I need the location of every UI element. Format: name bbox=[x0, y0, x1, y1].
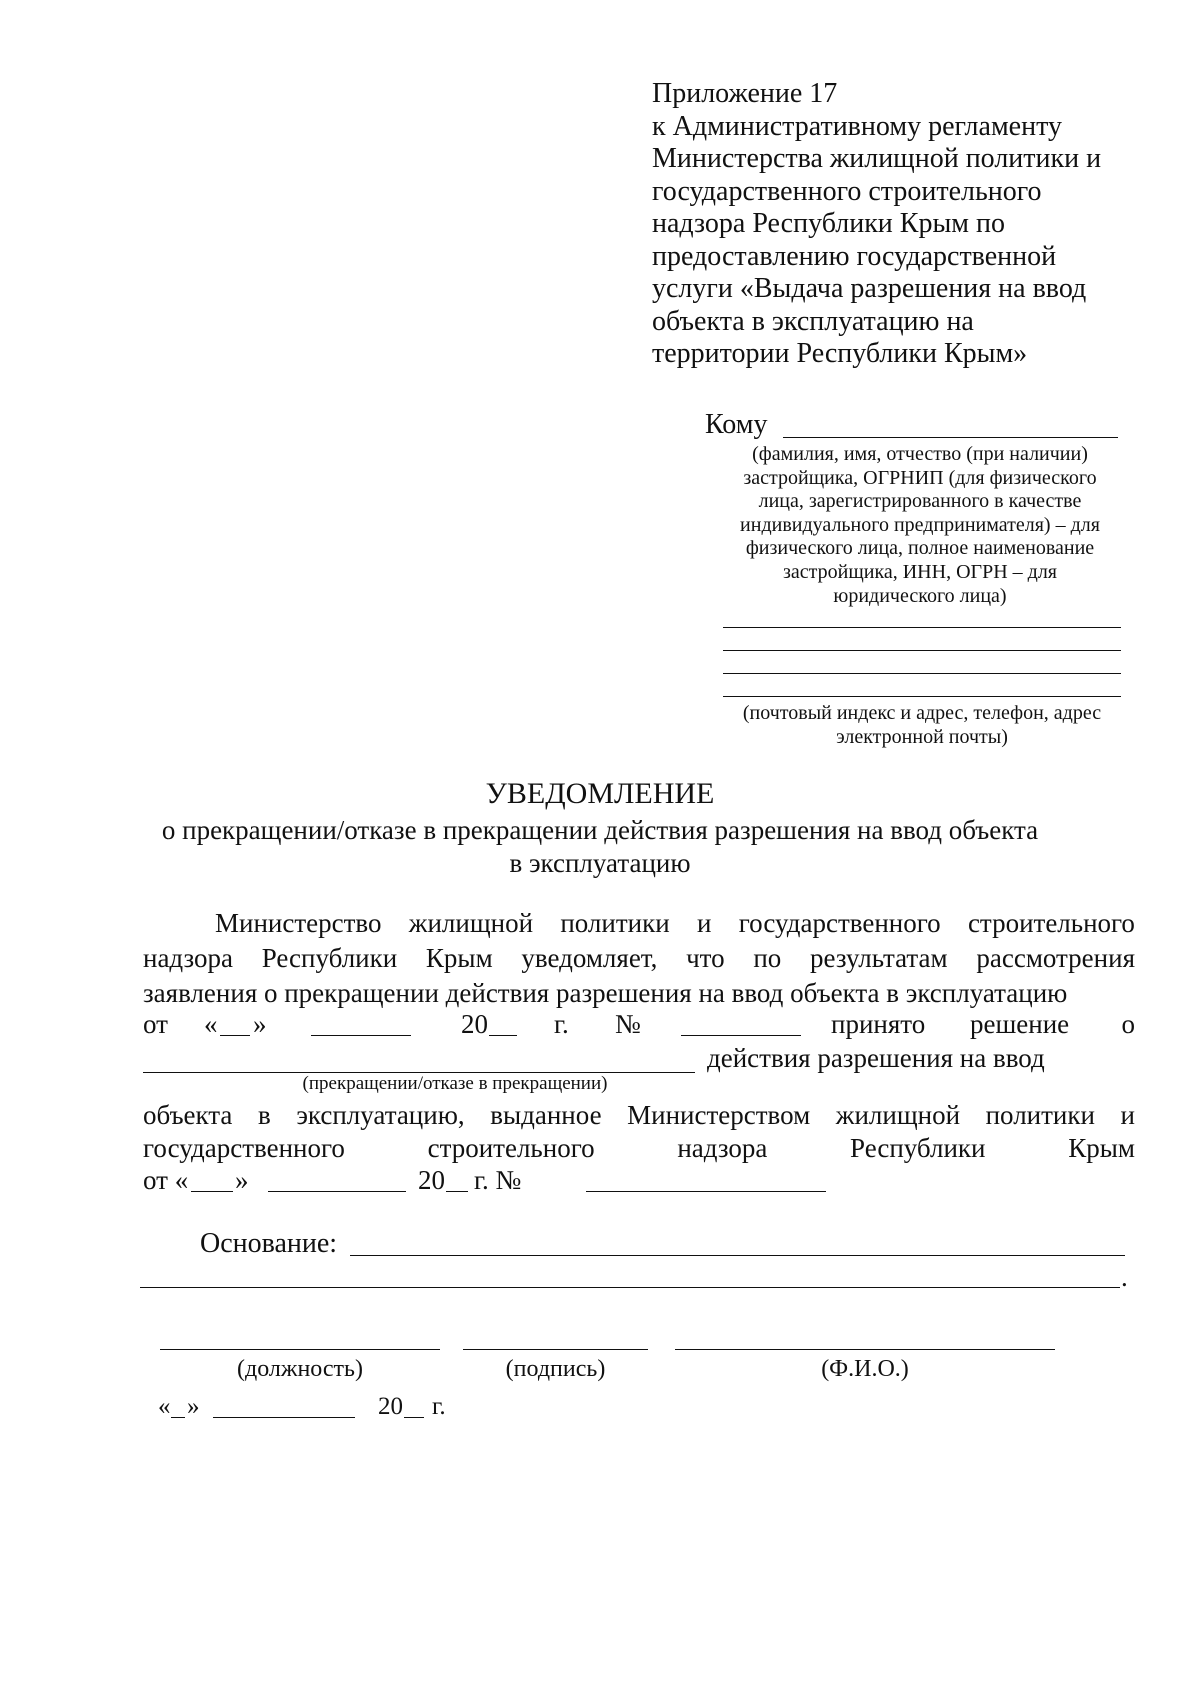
signature-day-field[interactable] bbox=[171, 1417, 185, 1418]
number-sign: № bbox=[615, 1009, 641, 1039]
caption-line: (фамилия, имя, отчество (при наличии) bbox=[752, 443, 1088, 465]
caption-line: юридического лица) bbox=[833, 584, 1007, 607]
decision-word: решение bbox=[970, 1009, 1070, 1039]
body-word: политики bbox=[560, 908, 670, 938]
ot-label: от bbox=[143, 1009, 168, 1039]
body-line-8 bbox=[143, 1165, 843, 1199]
signature-field[interactable] bbox=[463, 1349, 648, 1350]
body-line-5: действия разрешения на ввод bbox=[707, 1043, 1045, 1073]
full-name-caption: (Ф.И.О.) bbox=[821, 1356, 909, 1382]
quote-close: » bbox=[187, 1393, 200, 1420]
permit-number-field[interactable] bbox=[586, 1191, 826, 1192]
o-word: о bbox=[1121, 1009, 1135, 1039]
day-field[interactable] bbox=[220, 1035, 250, 1036]
body-word: и bbox=[1120, 1100, 1135, 1130]
position-field[interactable] bbox=[160, 1349, 440, 1350]
notice-subtitle bbox=[80, 814, 1120, 880]
appendix-block bbox=[652, 78, 1172, 371]
accepted-word: принято bbox=[831, 1009, 926, 1039]
appendix-line: территории Республики Крым» bbox=[652, 338, 1028, 369]
recipient-label: Кому bbox=[705, 409, 768, 440]
body-word: жилищной bbox=[835, 1100, 961, 1130]
year-number-label: г. № bbox=[474, 1165, 522, 1195]
recipient-address-field[interactable] bbox=[723, 650, 1121, 651]
quote-close: » bbox=[253, 1009, 267, 1039]
year-prefix: 20 bbox=[378, 1393, 403, 1420]
ot-label: от « bbox=[143, 1165, 189, 1195]
body-line-7 bbox=[143, 1133, 1135, 1164]
body-word: Министерством bbox=[627, 1100, 811, 1130]
body-word: строительного bbox=[967, 908, 1135, 938]
permit-month-field[interactable] bbox=[268, 1191, 406, 1192]
year-field[interactable] bbox=[489, 1035, 517, 1036]
caption-line: лица, зарегистрированного в качестве bbox=[758, 490, 1082, 513]
quote-close: » bbox=[235, 1165, 249, 1195]
address-caption bbox=[723, 702, 1121, 749]
notice-title: УВЕДОМЛЕНИЕ bbox=[485, 777, 715, 810]
appendix-line: объекта в эксплуатацию на bbox=[652, 305, 974, 337]
signature-month-field[interactable] bbox=[213, 1417, 355, 1418]
signature-year-field[interactable] bbox=[404, 1417, 424, 1418]
recipient-address-field[interactable] bbox=[723, 696, 1121, 697]
body-word: уведомляет, bbox=[521, 943, 658, 973]
body-line-3: заявления о прекращении действия разрешения на ввод объекта в эксплуатацию bbox=[143, 978, 1068, 1008]
signature-date bbox=[158, 1393, 478, 1427]
recipient-address-field[interactable] bbox=[723, 627, 1121, 628]
appendix-line: Министерства жилищной политики и bbox=[652, 143, 1102, 174]
recipient-name-field[interactable] bbox=[783, 437, 1118, 438]
appendix-line: предоставлению государственной bbox=[652, 240, 1057, 272]
decision-type-caption: (прекращении/отказе в прекращении) bbox=[302, 1073, 608, 1094]
body-word: политики bbox=[985, 1100, 1095, 1130]
caption-line: индивидуального предпринимателя) – для bbox=[740, 513, 1100, 536]
body-word: Крым bbox=[425, 943, 493, 973]
application-number-field[interactable] bbox=[681, 1035, 801, 1036]
recipient-address-field[interactable] bbox=[723, 673, 1121, 674]
signature-caption: (подпись) bbox=[505, 1356, 606, 1382]
appendix-line: услуги «Выдача разрешения на ввод bbox=[652, 273, 1087, 304]
appendix-line: надзора Республики Крым по bbox=[652, 208, 1005, 239]
body-word: надзора bbox=[677, 1133, 768, 1163]
caption-line: (почтовый индекс и адрес, телефон, адрес bbox=[742, 702, 1102, 724]
position-caption: (должность) bbox=[237, 1356, 363, 1382]
body-word: Министерство bbox=[215, 908, 382, 938]
year-abbrev: г. bbox=[554, 1009, 569, 1039]
body-word: надзора bbox=[143, 943, 233, 973]
month-field[interactable] bbox=[311, 1035, 411, 1036]
appendix-line: государственного строительного bbox=[652, 175, 1042, 207]
body-line-6 bbox=[143, 1100, 1135, 1131]
body-line-4 bbox=[143, 1009, 1135, 1043]
caption-line: застройщика, ИНН, ОГРН – для bbox=[783, 560, 1057, 583]
caption-line: застройщика, ОГРНИП (для физического bbox=[743, 466, 1097, 489]
basis-field-continuation[interactable] bbox=[140, 1287, 1120, 1288]
body-word: рассмотрения bbox=[976, 943, 1135, 973]
appendix-line: к Административному регламенту bbox=[652, 110, 1062, 142]
basis-label: Основание: bbox=[200, 1228, 338, 1259]
body-word: выданное bbox=[490, 1100, 602, 1130]
recipient-caption bbox=[715, 443, 1125, 608]
body-word: в bbox=[257, 1100, 271, 1130]
subtitle-line: в эксплуатацию bbox=[509, 848, 691, 878]
basis-field[interactable] bbox=[350, 1255, 1125, 1256]
permit-year-field[interactable] bbox=[446, 1191, 468, 1192]
basis-end-mark: . bbox=[1121, 1262, 1128, 1292]
body-word: эксплуатацию, bbox=[296, 1100, 465, 1130]
body-word: что bbox=[686, 943, 725, 973]
caption-line: физического лица, полное наименование bbox=[745, 537, 1095, 560]
full-name-field[interactable] bbox=[675, 1349, 1055, 1350]
body-word: жилищной bbox=[408, 908, 534, 938]
quote-open: « bbox=[204, 1009, 218, 1039]
body-word: Крым bbox=[1068, 1133, 1135, 1163]
body-word: результатам bbox=[810, 943, 948, 973]
body-word: строительного bbox=[427, 1133, 595, 1163]
body-word: государственного bbox=[738, 908, 941, 938]
body-word: государственного bbox=[143, 1133, 345, 1163]
year-abbrev: г. bbox=[432, 1393, 446, 1420]
appendix-line: Приложение 17 bbox=[652, 78, 838, 109]
body-word: Республики bbox=[850, 1133, 986, 1163]
year-prefix: 20 bbox=[418, 1165, 445, 1195]
body-word: и bbox=[696, 908, 712, 938]
body-word: объекта bbox=[143, 1100, 233, 1130]
year-prefix: 20 bbox=[461, 1009, 488, 1039]
permit-day-field[interactable] bbox=[191, 1191, 233, 1192]
caption-line: электронной почты) bbox=[836, 725, 1008, 748]
quote-open: « bbox=[158, 1393, 171, 1420]
body-word: по bbox=[753, 943, 782, 973]
body-line-1 bbox=[215, 908, 1135, 939]
body-line-2 bbox=[143, 943, 1135, 974]
body-word: Республики bbox=[261, 943, 398, 973]
subtitle-line: о прекращении/отказе в прекращении действия разрешения на ввод объекта bbox=[161, 815, 1039, 845]
